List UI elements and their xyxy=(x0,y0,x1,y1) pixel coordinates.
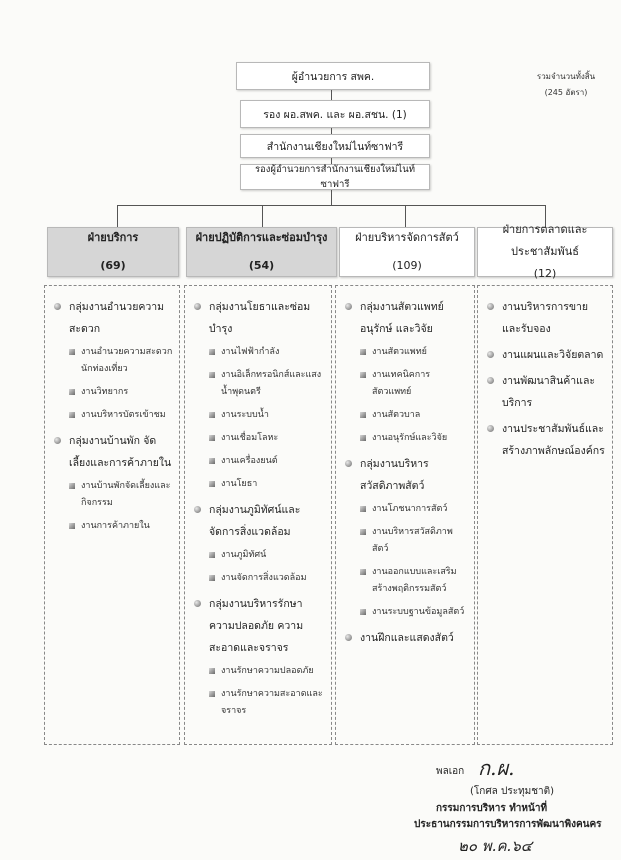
group-item xyxy=(191,499,325,543)
unit-item xyxy=(342,344,468,361)
square-bullet-icon xyxy=(360,506,366,512)
dept-title: ฝ่ายบริหารจัดการสัตว์ xyxy=(355,231,459,244)
unit-label: งานสัตวบาล xyxy=(372,410,421,420)
unit-item xyxy=(191,407,325,424)
group-label: กลุ่มงานบริหารรักษาความปลอดภัย ความสะอาดและจราจร xyxy=(209,598,304,654)
unit-item xyxy=(191,663,325,680)
total-staff xyxy=(521,69,611,101)
unit-label: งานภูมิทัศน์ xyxy=(221,550,267,560)
deputy-label: รอง ผอ.สพค. และ ผอ.สชน. (1) xyxy=(263,108,407,121)
group-item xyxy=(51,296,173,340)
unit-label: งานอิเล็กทรอนิกส์และแสงน้ำพุดนตรี xyxy=(221,370,322,397)
signature-name: (โกศล ประทุมชาติ) xyxy=(470,786,555,797)
unit-item xyxy=(342,564,468,598)
total-count: (245 อัตรา) xyxy=(544,88,588,97)
dept-service xyxy=(47,227,179,277)
unit-label: งานวิทยากร xyxy=(81,387,129,397)
unit-label: งานสัตวแพทย์ xyxy=(372,347,427,357)
unit-label: งานการค้าภายใน xyxy=(81,521,150,531)
group-item xyxy=(484,344,606,366)
group-item xyxy=(484,370,606,414)
group-label: กลุ่มงานบริหารสวัสดิภาพสัตว์ xyxy=(360,458,429,492)
unit-label: งานบริหารบัตรเข้าชม xyxy=(81,410,166,420)
group-item xyxy=(484,418,606,462)
unit-label: งานรักษาความสะอาดและจราจร xyxy=(221,689,323,716)
unit-item xyxy=(191,453,325,470)
square-bullet-icon xyxy=(209,575,215,581)
square-bullet-icon xyxy=(360,529,366,535)
square-bullet-icon xyxy=(209,481,215,487)
unit-label: งานอนุรักษ์และวิจัย xyxy=(372,433,448,443)
square-bullet-icon xyxy=(209,668,215,674)
column-operations xyxy=(184,285,332,745)
column-marketing xyxy=(477,285,613,745)
director-box xyxy=(236,62,430,90)
total-label: รวมจำนวนทั้งสิ้น xyxy=(536,72,596,81)
unit-item xyxy=(342,501,468,518)
office-label: สำนักงานเชียงใหม่ไนท์ซาฟารี xyxy=(266,140,404,153)
unit-item xyxy=(342,407,468,424)
unit-label: งานเครื่องยนต์ xyxy=(221,456,278,466)
group-item xyxy=(342,296,468,340)
group-label: งานแผนและวิจัยตลาด xyxy=(502,349,604,361)
group-item xyxy=(191,296,325,340)
dept-title: ฝ่ายปฏิบัติการและซ่อมบำรุง xyxy=(195,231,328,244)
square-bullet-icon xyxy=(69,389,75,395)
unit-label: งานออกแบบและเสริมสร้างพฤติกรรมสัตว์ xyxy=(372,567,457,594)
unit-item xyxy=(51,407,173,424)
unit-item xyxy=(51,344,173,378)
group-label: กลุ่มงานโยธาและซ่อมบำรุง xyxy=(209,301,311,335)
square-bullet-icon xyxy=(209,691,215,697)
unit-label: งานเชื่อมโลหะ xyxy=(221,433,279,443)
unit-label: งานอำนวยความสะดวกนักท่องเที่ยว xyxy=(81,347,173,374)
unit-label: งานโภชนาการสัตว์ xyxy=(372,504,448,514)
bullet-icon xyxy=(487,425,494,432)
group-label: กลุ่มงานบ้านพัก จัดเลี้ยงและการค้าภายใน xyxy=(69,435,172,469)
square-bullet-icon xyxy=(209,552,215,558)
bullet-icon xyxy=(487,351,494,358)
group-item xyxy=(484,296,606,340)
dept-animal xyxy=(339,227,475,277)
unit-item xyxy=(342,604,468,621)
unit-item xyxy=(191,430,325,447)
unit-item xyxy=(51,518,173,535)
group-label: งานบริหารการขายและรับจอง xyxy=(502,301,589,335)
dept-operations xyxy=(186,227,337,277)
dept-marketing xyxy=(477,223,613,280)
square-bullet-icon xyxy=(360,435,366,441)
unit-item xyxy=(342,524,468,558)
unit-item xyxy=(191,570,325,587)
bullet-icon xyxy=(345,460,352,467)
square-bullet-icon xyxy=(209,412,215,418)
signature-title-1: กรรมการบริหาร ทำหน้าที่ xyxy=(436,803,548,814)
dept-count: (69) xyxy=(100,259,126,272)
square-bullet-icon xyxy=(360,349,366,355)
bullet-icon xyxy=(194,600,201,607)
unit-label: งานจัดการสิ่งแวดล้อม xyxy=(221,573,307,583)
unit-item xyxy=(342,430,468,447)
connector xyxy=(117,205,546,206)
unit-item xyxy=(51,384,173,401)
unit-label: งานระบบน้ำ xyxy=(221,410,269,420)
square-bullet-icon xyxy=(69,349,75,355)
column-service xyxy=(44,285,180,745)
unit-item xyxy=(191,686,325,720)
square-bullet-icon xyxy=(360,412,366,418)
connector xyxy=(331,190,332,206)
group-item xyxy=(342,453,468,497)
bullet-icon xyxy=(54,303,61,310)
bullet-icon xyxy=(194,506,201,513)
square-bullet-icon xyxy=(209,458,215,464)
bullet-icon xyxy=(345,303,352,310)
dept-title: ฝ่ายการตลาดและประชาสัมพันธ์ xyxy=(502,223,588,258)
handwritten-date: ๒๐ พ.ค.๖๔ xyxy=(458,837,533,855)
square-bullet-icon xyxy=(69,483,75,489)
square-bullet-icon xyxy=(69,523,75,529)
bullet-icon xyxy=(487,377,494,384)
square-bullet-icon xyxy=(69,412,75,418)
bullet-icon xyxy=(487,303,494,310)
bullet-icon xyxy=(345,634,352,641)
unit-item xyxy=(191,547,325,564)
unit-label: งานบ้านพักจัดเลี้ยงและกิจกรรม xyxy=(81,481,171,508)
unit-label: งานระบบฐานข้อมูลสัตว์ xyxy=(372,607,465,617)
unit-item xyxy=(191,476,325,493)
signature-rank: พลเอก xyxy=(436,766,465,777)
dept-count: (12) xyxy=(533,267,557,280)
bullet-icon xyxy=(194,303,201,310)
square-bullet-icon xyxy=(360,372,366,378)
group-label: กลุ่มงานภูมิทัศน์และจัดการสิ่งแวดล้อม xyxy=(209,504,301,538)
handwritten-signature: ก.ผ. xyxy=(478,756,515,780)
group-item xyxy=(191,593,325,659)
deputy-box xyxy=(240,100,430,128)
signature-title-2: ประธานกรรมการบริหารการพัฒนาพิงคนคร xyxy=(414,819,602,830)
office-deputy-box xyxy=(240,164,430,190)
unit-label: งานโยธา xyxy=(221,479,258,489)
group-item xyxy=(51,430,173,474)
group-item xyxy=(342,627,468,649)
unit-item xyxy=(51,478,173,512)
unit-label: งานบริหารสวัสดิภาพสัตว์ xyxy=(372,527,453,554)
group-label: งานประชาสัมพันธ์และสร้างภาพลักษณ์องค์กร xyxy=(502,423,605,457)
director-label: ผู้อำนวยการ สพค. xyxy=(291,70,375,83)
unit-label: งานรักษาความปลอดภัย xyxy=(221,666,314,676)
group-label: กลุ่มงานอำนวยความสะดวก xyxy=(69,301,165,335)
unit-item xyxy=(191,367,325,401)
group-label: งานพัฒนาสินค้าและบริการ xyxy=(502,375,596,409)
dept-count: (109) xyxy=(392,259,422,272)
square-bullet-icon xyxy=(209,435,215,441)
dept-count: (54) xyxy=(248,259,275,272)
bullet-icon xyxy=(54,437,61,444)
column-animal xyxy=(335,285,475,745)
square-bullet-icon xyxy=(360,609,366,615)
group-label: งานฝึกและแสดงสัตว์ xyxy=(360,632,454,644)
dept-title: ฝ่ายบริการ xyxy=(87,231,139,244)
connector xyxy=(331,90,332,100)
square-bullet-icon xyxy=(209,349,215,355)
unit-item xyxy=(342,367,468,401)
square-bullet-icon xyxy=(360,569,366,575)
unit-label: งานเทคนิคการสัตวแพทย์ xyxy=(372,370,431,397)
group-label: กลุ่มงานสัตวแพทย์ อนุรักษ์ และวิจัย xyxy=(360,301,444,335)
unit-label: งานไฟฟ้ากำลัง xyxy=(221,347,280,357)
office-box xyxy=(240,134,430,158)
square-bullet-icon xyxy=(209,372,215,378)
office-deputy-label: รองผู้อำนวยการสำนักงานเชียงใหม่ไนท์ซาฟารี xyxy=(254,164,416,190)
unit-item xyxy=(191,344,325,361)
